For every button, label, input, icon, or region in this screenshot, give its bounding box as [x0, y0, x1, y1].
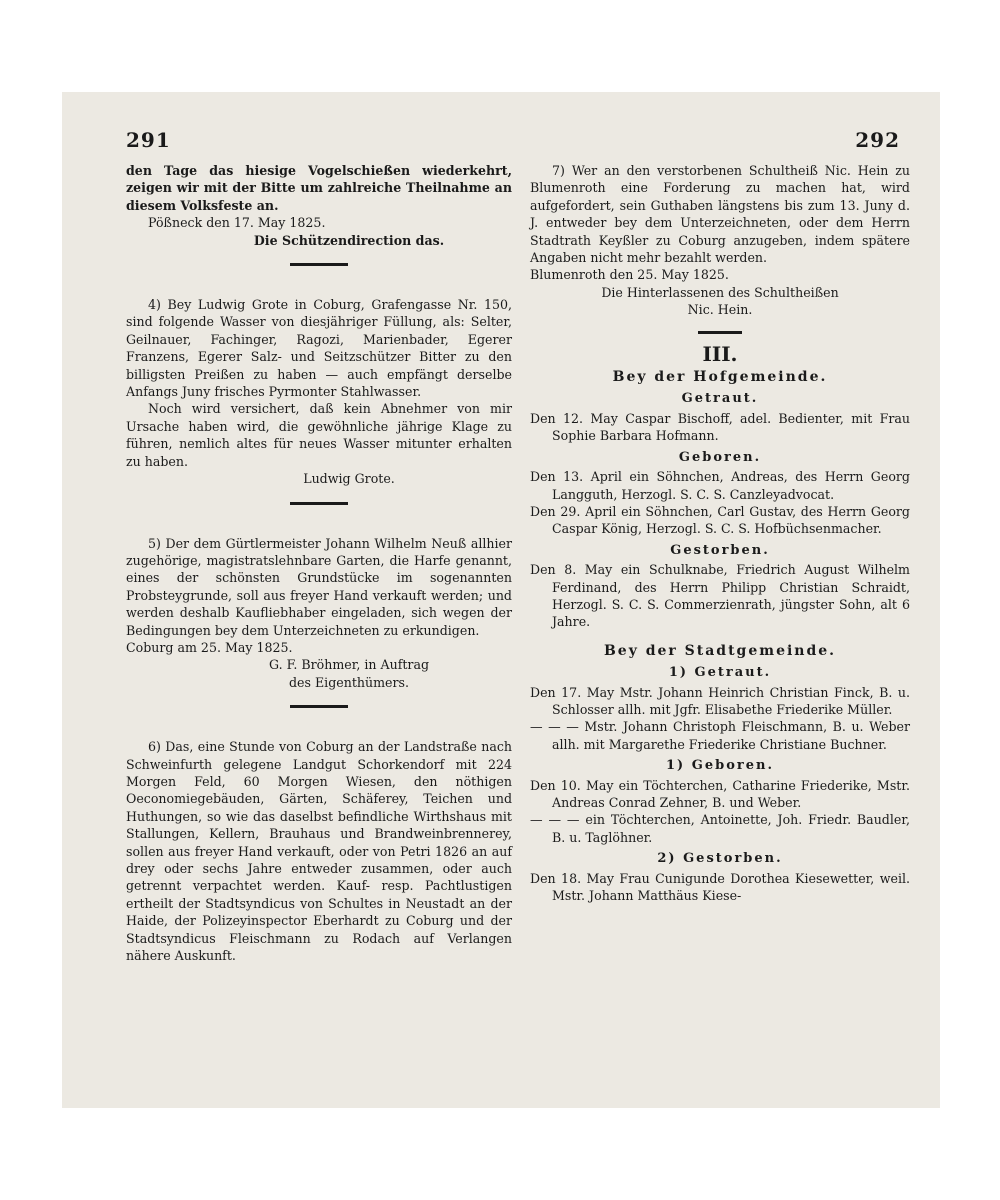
hof-geboren-entry: Den 29. April ein Söhnchen, Carl Gustav, des Herrn Georg Caspar König, Herzogl. S. C. S. Hofbüchsenmacher. — [530, 503, 910, 537]
notice-5-signature-2: des Eigenthümers. — [289, 674, 409, 690]
right-column — [530, 162, 910, 904]
notice-4-text: 4) Bey Ludwig Grote in Coburg, Grafengasse Nr. 150, sind folgende Wasser von diesjähriger Füllung, als: Selter, Geilnauer, Fachinger, Ragozi, Marienbader, Egerer Franzens, Egerer Salz- und Seitzschützer Bitter zu den billigsten Preißen zu haben — auch empfängt derselbe Anfangs Juny frisches Pyrmonter Stahlwasser. — [126, 297, 512, 400]
stadt-getraut-entry: Den 17. May Mstr. Johann Heinrich Christian Finck, B. u. Schlosser allh. mit Jgfr. Elisabethe Friederike Müller. — [530, 684, 910, 717]
scanned-page — [62, 92, 940, 1108]
section-number: III. — [702, 341, 738, 366]
notice-4-signature: Ludwig Grote. — [303, 471, 395, 487]
stadt-getraut-entry: — — — Mstr. Johann Christoph Fleischmann, B. u. Weber allh. mit Margarethe Friederike Christiane Buchner. — [530, 719, 910, 752]
stadt-geboren-entry: Den 10. May ein Töchterchen, Catharine Friederike, Mstr. Andreas Conrad Zehner, B. und Weber. — [530, 777, 910, 810]
notice-7-signature-2: Nic. Hein. — [687, 302, 753, 318]
notice-7-signature-1: Die Hinterlassenen des Schultheißen — [601, 284, 839, 300]
notice-5-signature-1: G. F. Bröhmer, in Auftrag — [268, 657, 430, 673]
notice-7-text: 7) Wer an den verstorbenen Schultheiß Nic. Hein zu Blumenroth eine Forderung zu machen hat, wird aufgefordert, sein Guthaben längstens bis zum 13. Juny d. J. entweder bey dem Unterzeichneten, oder dem Herrn Stadtrath Keyßler zu Coburg anzugeben, indem spätere Angaben nicht mehr bezahlt werden. — [530, 163, 910, 266]
notice-7-date: Blumenroth den 25. May 1825. — [530, 267, 729, 283]
section-stadtgemeinde-heading: Bey der Stadtgemeinde. — [603, 642, 837, 659]
notice-vogelschiessen-date: Pößneck den 17. May 1825. — [148, 215, 326, 231]
stadt-getraut-heading: 1) Getraut. — [668, 665, 772, 681]
stadt-gestorben-entry: Den 18. May Frau Cunigunde Dorothea Kiesewetter, weil. Mstr. Johann Matthäus Kiese- — [530, 870, 910, 904]
page-number-left: 291 — [126, 128, 171, 152]
hof-getraut-entry: Den 12. May Caspar Bischoff, adel. Bedienter, mit Frau Sophie Barbara Hofmann. — [530, 410, 910, 444]
notice-5-text: 5) Der dem Gürtlermeister Johann Wilhelm Neuß allhier zugehörige, magistratslehnbare Garten, die Harfe genannt, eines der schönsten Grundstücke im sogenannten Probsteygrunde, soll aus freyer Hand verkauft werden; und werden deshalb Kaufliebhaber eingeladen, sich wegen der Bedingungen bey dem Unterzeichneten zu erkundigen. — [126, 535, 512, 638]
notice-5-date: Coburg am 25. May 1825. — [126, 639, 293, 655]
stadt-gestorben-heading: 2) Gestorben. — [657, 851, 783, 867]
notice-vogelschiessen-signature: Die Schützendirection das. — [253, 232, 445, 248]
separator-rule — [290, 502, 348, 505]
separator-rule — [698, 331, 742, 334]
separator-rule — [290, 705, 348, 708]
notice-vogelschiessen-text: den Tage das hiesige Vogelschießen wiederkehrt, zeigen wir mit der Bitte um zahlreiche Theilnahme an diesem Volksfeste an. — [126, 163, 512, 213]
separator-rule — [290, 263, 348, 266]
hof-getraut-heading: Getraut. — [681, 391, 759, 407]
stadt-geboren-entry: — — — ein Töchterchen, Antoinette, Joh. Friedr. Baudler, B. u. Taglöhner. — [530, 812, 910, 845]
hof-gestorben-entry: Den 8. May ein Schulknabe, Friedrich August Wilhelm Ferdinand, des Herrn Philipp Christian Schraidt, Herzogl. S. C. S. Commerzienrath, jüngster Sohn, alt 6 Jahre. — [530, 562, 910, 630]
hof-geboren-heading: Geboren. — [678, 449, 762, 465]
notice-4-text2: Noch wird versichert, daß kein Abnehmer von mir Ursache haben wird, die gewöhnliche jährige Klage zu führen, nemlich altes für neues Wasser mitunter erhalten zu haben. — [126, 401, 512, 469]
hof-geboren-entry: Den 13. April ein Söhnchen, Andreas, des Herrn Georg Langguth, Herzogl. S. C. S. Canzleyadvocat. — [530, 469, 910, 502]
stadt-geboren-heading: 1) Geboren. — [666, 758, 774, 774]
section-hofgemeinde-heading: Bey der Hofgemeinde. — [612, 369, 828, 386]
hof-gestorben-heading: Gestorben. — [670, 542, 770, 558]
left-column — [126, 162, 512, 964]
notice-6-text: 6) Das, eine Stunde von Coburg an der Landstraße nach Schweinfurth gelegene Landgut Schorkendorf mit 224 Morgen Feld, 60 Morgen Wiesen, den nöthigen Oeconomiegebäuden, Gärten, Schäferey, Teichen und Huthungen, so wie das daselbst befindliche Wirthshaus mit Stallungen, Kellern, Brauhaus und Brandweinbrennerey, sollen aus freyer Hand verkauft, oder von Petri 1826 an auf drey oder sechs Jahre entweder zusammen, oder auch getrennt verpachtet werden. Kauf- resp. Pachtlustigen ertheilt der Stadtsyndicus von Schultes in Neustadt an der Haide, der Polizeyinspector Eberhardt zu Coburg und der Stadtsyndicus Fleischmann zu Rodach auf Verlangen nähere Auskunft. — [126, 739, 512, 964]
page-number-right: 292 — [855, 128, 900, 152]
